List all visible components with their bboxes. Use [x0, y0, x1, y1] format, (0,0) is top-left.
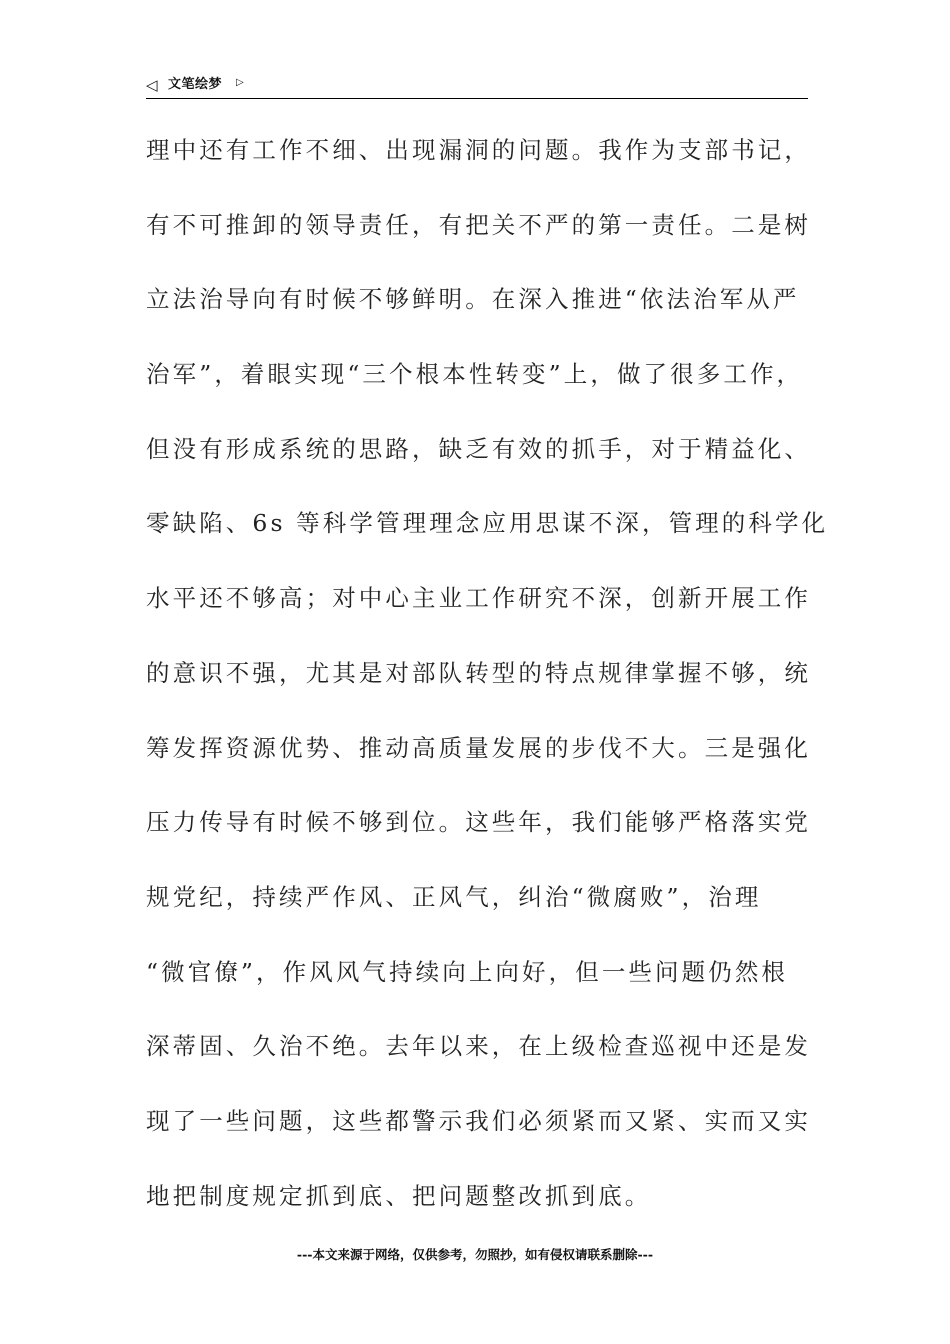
text-line: 现了一些问题，这些都警示我们必须紧而又紧、实而又实: [146, 1106, 811, 1135]
text-line: 规党纪，持续严作风、正风气，纠治“微腐败”，治理: [146, 882, 762, 911]
page-header: [146, 74, 808, 99]
text-line: 水平还不够高；对中心主业工作研究不深，创新开展工作: [146, 584, 811, 613]
text-line: 治军”，着眼实现“三个根本性转变”上，做了很多工作，: [146, 360, 804, 389]
footer-disclaimer: ---本文来源于网络，仅供参考，勿照抄，如有侵权请联系删除---: [296, 1247, 654, 1262]
text-line: 地把制度规定抓到底、把问题整改抓到底。: [146, 1181, 652, 1210]
text-line: 立法治导向有时候不够鲜明。在深入推进“依法治军从严: [146, 285, 800, 314]
text-line: “微官僚”，作风风气持续向上向好，但一些问题仍然根: [146, 957, 789, 986]
triangle-left-icon: ◁: [146, 76, 158, 94]
header-brand: 文笔绘梦: [168, 77, 223, 92]
text-line: 零缺陷、6s 等科学管理理念应用思谋不深，管理的科学化: [146, 509, 829, 538]
text-line: 有不可推卸的领导责任，有把关不严的第一责任。二是树: [146, 210, 811, 239]
text-line: 深蒂固、久治不绝。去年以来，在上级检查巡视中还是发: [146, 1032, 811, 1061]
text-line: 筹发挥资源优势、推动高质量发展的步伐不大。三是强化: [146, 733, 811, 762]
text-line: 理中还有工作不细、出现漏洞的问题。我作为支部书记，: [146, 136, 811, 164]
text-line: 压力传导有时候不够到位。这些年，我们能够严格落实党: [146, 808, 811, 837]
text-line: 但没有形成系统的思路，缺乏有效的抓手，对于精益化、: [146, 434, 811, 463]
triangle-right-icon: ▷: [236, 77, 244, 88]
document-body: [146, 130, 829, 1250]
text-line: 的意识不强，尤其是对部队转型的特点规律掌握不够，统: [146, 658, 811, 687]
